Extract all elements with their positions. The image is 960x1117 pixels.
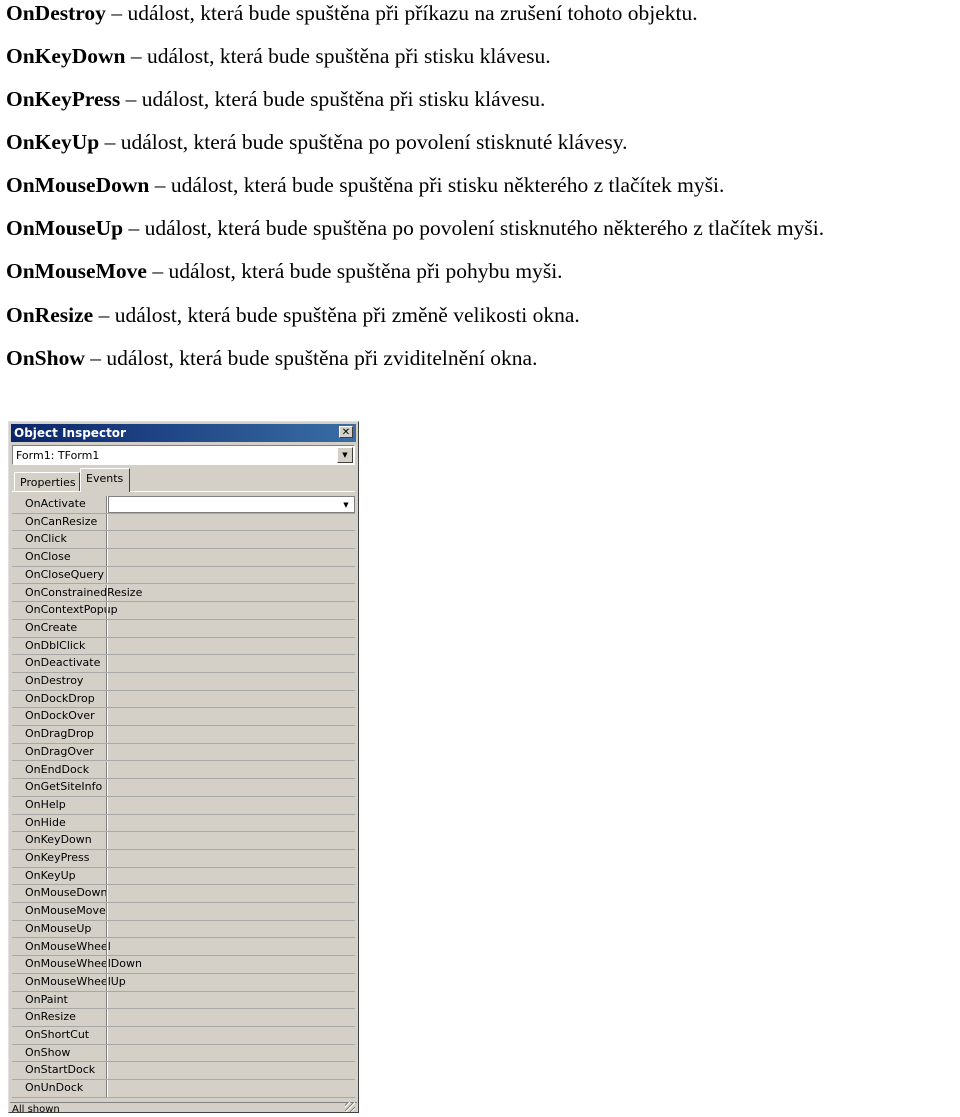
event-row[interactable] bbox=[12, 815, 355, 833]
event-description: – událost, která bude spuštěna po povolení stisknutého některého z tlačítek myši. bbox=[123, 216, 825, 240]
event-row[interactable] bbox=[12, 762, 355, 780]
event-handler-value[interactable] bbox=[108, 655, 355, 672]
event-handler-value[interactable] bbox=[108, 832, 355, 849]
event-row[interactable] bbox=[12, 602, 355, 620]
event-handler-value[interactable] bbox=[108, 638, 355, 655]
event-row[interactable] bbox=[12, 1080, 355, 1098]
event-term: OnShow bbox=[6, 346, 85, 370]
event-handler-value[interactable] bbox=[108, 815, 355, 832]
window-title-bar[interactable] bbox=[11, 424, 356, 442]
event-name: OnMouseMove bbox=[25, 904, 106, 918]
event-name: OnHelp bbox=[25, 797, 66, 811]
tab-events[interactable]: Events bbox=[80, 468, 130, 492]
event-handler-value[interactable] bbox=[108, 673, 355, 690]
event-row[interactable] bbox=[12, 903, 355, 921]
event-name: OnHide bbox=[25, 815, 66, 829]
event-description: – událost, která bude spuštěna při stisku klávesu. bbox=[125, 44, 551, 68]
event-row[interactable] bbox=[12, 691, 355, 709]
event-row[interactable] bbox=[12, 1062, 355, 1080]
event-row[interactable] bbox=[12, 708, 355, 726]
event-name: OnMouseWheel bbox=[25, 939, 111, 953]
event-row[interactable] bbox=[12, 1045, 355, 1063]
event-row[interactable] bbox=[12, 673, 355, 691]
event-description-line bbox=[6, 345, 537, 371]
event-handler-value[interactable] bbox=[108, 549, 355, 566]
event-name: OnShortCut bbox=[25, 1028, 90, 1041]
event-term: OnKeyUp bbox=[6, 130, 100, 154]
event-handler-value[interactable] bbox=[108, 1027, 355, 1044]
event-row[interactable] bbox=[12, 496, 355, 514]
event-row[interactable] bbox=[12, 531, 355, 549]
event-term: OnKeyPress bbox=[6, 87, 121, 111]
event-row[interactable] bbox=[12, 921, 355, 939]
event-handler-value[interactable] bbox=[108, 1045, 355, 1062]
event-name: OnDockOver bbox=[25, 709, 95, 723]
event-description-line bbox=[6, 0, 698, 26]
event-name: OnMouseWheelUp bbox=[25, 974, 126, 988]
event-grid bbox=[12, 496, 355, 1102]
event-name: OnEndDock bbox=[25, 762, 90, 776]
event-description: – událost, která bude spuštěna při změně velikosti okna. bbox=[93, 303, 580, 327]
object-inspector-window bbox=[8, 421, 359, 1113]
event-name: OnDragDrop bbox=[25, 727, 94, 741]
event-description: – událost, která bude spuštěna po povolení stisknuté klávesy. bbox=[99, 130, 628, 154]
event-handler-value[interactable] bbox=[108, 939, 355, 956]
event-row[interactable] bbox=[12, 1027, 355, 1045]
event-handler-value[interactable] bbox=[108, 620, 355, 637]
event-name: OnConstrainedResize bbox=[25, 585, 143, 599]
component-selector-value: Form1: TForm1 bbox=[16, 449, 100, 462]
event-row[interactable] bbox=[12, 992, 355, 1010]
event-handler-value[interactable] bbox=[108, 708, 355, 725]
event-row[interactable] bbox=[12, 514, 355, 532]
event-row[interactable] bbox=[12, 868, 355, 886]
event-handler-value[interactable] bbox=[108, 1062, 355, 1079]
event-handler-value[interactable] bbox=[108, 567, 355, 584]
event-handler-value[interactable] bbox=[108, 903, 355, 920]
event-handler-value[interactable] bbox=[108, 956, 355, 973]
event-row[interactable] bbox=[12, 638, 355, 656]
event-row[interactable] bbox=[12, 585, 355, 603]
event-handler-value[interactable] bbox=[108, 779, 355, 796]
event-term: OnMouseMove bbox=[6, 259, 147, 283]
event-term: OnDestroy bbox=[6, 1, 106, 25]
event-name: OnClose bbox=[25, 550, 71, 564]
event-handler-value[interactable] bbox=[108, 974, 355, 991]
resize-grip-icon[interactable] bbox=[345, 1102, 355, 1112]
component-selector[interactable] bbox=[12, 445, 355, 465]
event-row[interactable] bbox=[12, 655, 355, 673]
event-name: OnContextPopup bbox=[25, 603, 118, 617]
event-row[interactable] bbox=[12, 567, 355, 585]
event-name: OnDockDrop bbox=[25, 691, 95, 705]
event-name: OnMouseDown bbox=[25, 886, 108, 900]
event-row[interactable] bbox=[12, 850, 355, 868]
chevron-down-icon[interactable]: ▼ bbox=[337, 447, 353, 463]
event-row[interactable] bbox=[12, 744, 355, 762]
status-text: All shown bbox=[12, 1104, 60, 1115]
event-row[interactable] bbox=[12, 974, 355, 992]
event-name: OnMouseWheelDown bbox=[25, 957, 142, 971]
tab-properties[interactable]: Properties bbox=[14, 472, 80, 492]
event-description-line bbox=[6, 129, 627, 155]
event-name: OnKeyUp bbox=[25, 868, 76, 882]
close-icon[interactable]: ✕ bbox=[339, 426, 353, 438]
event-row[interactable] bbox=[12, 797, 355, 815]
event-row[interactable] bbox=[12, 549, 355, 567]
event-row[interactable] bbox=[12, 939, 355, 957]
event-description: – událost, která bude spuštěna při pohybu myši. bbox=[146, 259, 563, 283]
event-name: OnDeactivate bbox=[25, 656, 101, 670]
event-description-line bbox=[6, 258, 563, 284]
event-name: OnPaint bbox=[25, 992, 68, 1006]
event-description-line bbox=[6, 172, 724, 198]
event-name: OnDestroy bbox=[25, 674, 84, 687]
event-name: OnStartDock bbox=[25, 1063, 96, 1077]
event-term: OnKeyDown bbox=[6, 44, 126, 68]
event-description-line bbox=[6, 86, 545, 112]
event-name: OnCreate bbox=[25, 620, 78, 634]
event-handler-value[interactable] bbox=[108, 1009, 355, 1026]
event-name: OnDragOver bbox=[25, 744, 94, 758]
event-row[interactable] bbox=[12, 956, 355, 974]
event-description-line bbox=[6, 43, 551, 69]
event-description-line bbox=[6, 302, 580, 328]
event-handler-value[interactable] bbox=[108, 531, 355, 548]
event-handler-value[interactable] bbox=[108, 691, 355, 708]
event-name: OnKeyPress bbox=[25, 851, 90, 864]
event-name: OnClick bbox=[25, 532, 67, 546]
event-row[interactable] bbox=[12, 726, 355, 744]
event-handler-value[interactable] bbox=[108, 992, 355, 1009]
event-name: OnUnDock bbox=[25, 1081, 84, 1095]
event-name: OnKeyDown bbox=[25, 833, 92, 847]
event-name: OnCloseQuery bbox=[25, 567, 105, 581]
event-name: OnGetSiteInfo bbox=[25, 780, 103, 794]
event-handler-value[interactable] bbox=[108, 602, 355, 619]
event-description-line bbox=[6, 215, 824, 241]
event-handler-value[interactable] bbox=[108, 762, 355, 779]
chevron-down-icon[interactable]: ▼ bbox=[343, 501, 349, 509]
event-row[interactable] bbox=[12, 620, 355, 638]
event-row[interactable] bbox=[12, 779, 355, 797]
event-term: OnMouseDown bbox=[6, 173, 150, 197]
event-name: OnDblClick bbox=[25, 638, 86, 652]
status-bar bbox=[10, 1102, 357, 1115]
event-description: – událost, která bude spuštěna při stisku některého z tlačítek myši. bbox=[149, 173, 725, 197]
event-handler-value[interactable] bbox=[108, 850, 355, 867]
event-handler-value[interactable] bbox=[108, 726, 355, 743]
event-term: OnMouseUp bbox=[6, 216, 124, 240]
event-row[interactable] bbox=[12, 885, 355, 903]
event-handler-value[interactable] bbox=[108, 921, 355, 938]
event-name: OnMouseUp bbox=[25, 921, 92, 935]
event-handler-value[interactable] bbox=[108, 744, 355, 761]
event-handler-value[interactable] bbox=[108, 514, 355, 531]
event-handler-value[interactable] bbox=[108, 496, 355, 513]
event-row[interactable] bbox=[12, 832, 355, 850]
event-handler-value[interactable] bbox=[108, 585, 355, 602]
event-handler-value[interactable] bbox=[108, 1080, 355, 1097]
event-term: OnResize bbox=[6, 303, 94, 327]
event-description: – událost, která bude spuštěna při zviditelnění okna. bbox=[84, 346, 538, 370]
event-handler-value[interactable] bbox=[108, 868, 355, 885]
event-name: OnActivate bbox=[25, 497, 86, 510]
event-name: OnCanResize bbox=[25, 514, 98, 528]
event-handler-value[interactable] bbox=[108, 885, 355, 902]
event-name: OnShow bbox=[25, 1045, 71, 1059]
event-description: – událost, která bude spuštěna při stisku klávesu. bbox=[120, 87, 546, 111]
event-name: OnResize bbox=[25, 1010, 76, 1024]
event-row[interactable] bbox=[12, 1009, 355, 1027]
event-description: – událost, která bude spuštěna při příkazu na zrušení tohoto objektu. bbox=[105, 1, 698, 25]
window-title: Object Inspector bbox=[14, 426, 126, 440]
event-handler-value[interactable] bbox=[108, 797, 355, 814]
